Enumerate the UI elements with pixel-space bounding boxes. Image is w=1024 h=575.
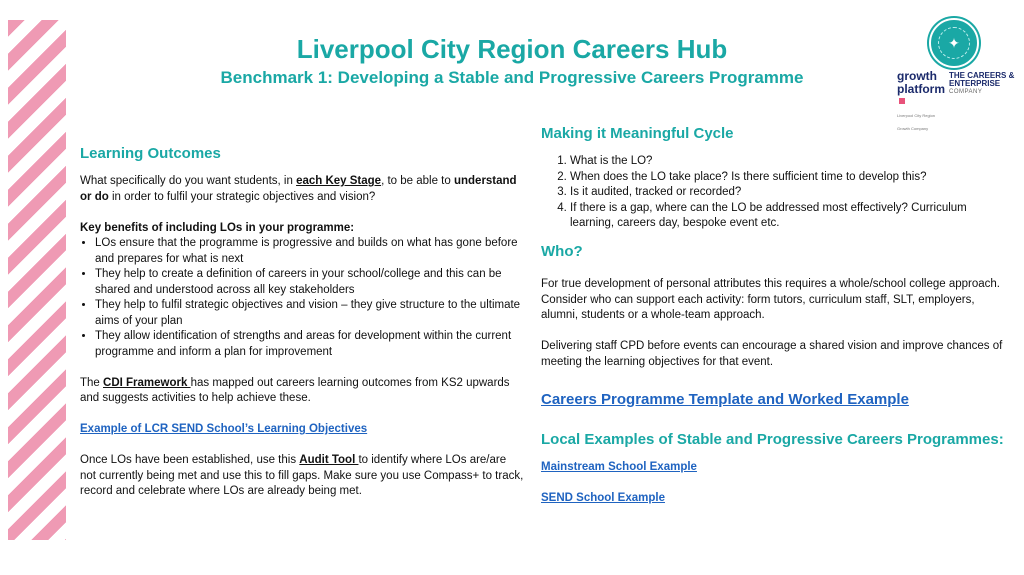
send-learning-objectives-link[interactable]: Example of LCR SEND School’s Learning Objectives: [80, 423, 368, 435]
list-item: • They help to fulfil strategic objectives and vision – they give structure to the ultimate aims of your plan: [95, 298, 525, 329]
cec-line1: THE CAREERS &: [949, 71, 1015, 80]
list-item: • They help to create a definition of careers in your school/college and this can be shared and understood across all key stakeholders: [95, 267, 525, 298]
meaningful-cycle-column: [541, 124, 1011, 507]
learning-outcomes-column: [80, 144, 525, 500]
lightbulb-icon: ✦: [938, 27, 970, 59]
list-item: • They allow identification of strengths and areas for development within the current programme and inform a plan for improvement: [95, 329, 525, 360]
header: [0, 34, 1024, 89]
list-item: 4. If there is a gap, where can the LO be addressed most effectively? Curriculum learning, careers day, bespoke event etc.: [570, 201, 1011, 232]
who-heading: Who?: [541, 242, 583, 260]
growth-platform-line1: growth: [897, 69, 937, 83]
hub-badge-icon: [929, 18, 979, 68]
cdi-framework-link[interactable]: CDI Framework: [103, 376, 191, 389]
list-item: 3. Is it audited, tracked or recorded?: [570, 185, 1011, 201]
benefits-heading: Key benefits of including LOs in your programme:: [80, 221, 355, 234]
mainstream-school-link[interactable]: Mainstream School Example: [541, 461, 697, 473]
square-dot-icon: [899, 98, 905, 104]
cdi-paragraph: The CDI Framework has mapped out careers learning outcomes from KS2 upwards and suggests activities to help achieve these.: [80, 376, 510, 404]
benefits-list: [80, 236, 525, 360]
cec-line2: ENTERPRISE: [949, 79, 1001, 88]
list-item: 2. When does the LO take place? Is there sufficient time to develop this?: [570, 170, 1011, 186]
cycle-list: [541, 154, 1011, 232]
who-paragraph-2: Delivering staff CPD before events can encourage a shared vision and improve chances of meeting the learning objectives for that event.: [541, 340, 1003, 368]
audit-tool-link[interactable]: Audit Tool: [299, 454, 359, 466]
learning-outcomes-heading: Learning Outcomes: [80, 145, 221, 162]
growth-platform-line2: platform: [897, 83, 943, 109]
cycle-heading: Making it Meaningful Cycle: [541, 125, 734, 142]
send-school-link[interactable]: SEND School Example: [541, 492, 665, 504]
list-item: 1. What is the LO?: [570, 154, 1011, 170]
cec-line3: COMPANY: [949, 89, 983, 95]
decorative-stripe-band: [8, 20, 66, 540]
audit-paragraph: Once LOs have been established, use this Audit Tool to identify where LOs are/are not currently being met and use this to fill gaps. Make sure you use Compass+ to track, record and celebrate where LOs are already being met.: [80, 454, 524, 497]
intro-paragraph: What specifically do you want students, in each Key Stage, to be able to understand or do in order to fulfil your strategic objectives and vision?: [80, 175, 517, 203]
list-item: • LOs ensure that the programme is progressive and builds on what has gone before and prepares for what is next: [95, 236, 525, 267]
template-link[interactable]: Careers Programme Template and Worked Example: [541, 391, 909, 408]
local-examples-heading: Local Examples of Stable and Progressive Careers Programmes:: [541, 431, 1004, 448]
page-title: Liverpool City Region Careers Hub: [296, 34, 728, 64]
careers-enterprise-logo: [949, 72, 1019, 96]
page-subtitle: Benchmark 1: Developing a Stable and Progressive Careers Programme: [220, 68, 804, 87]
who-paragraph-1: For true development of personal attributes this requires a whole/school college approach. Consider who can support each activity: form tutors, curriculum staff, SLT, employers, alumni, students or a whole-team approach.: [541, 278, 1000, 321]
growth-platform-tag: Liverpool City Region Growth Company: [897, 113, 936, 131]
